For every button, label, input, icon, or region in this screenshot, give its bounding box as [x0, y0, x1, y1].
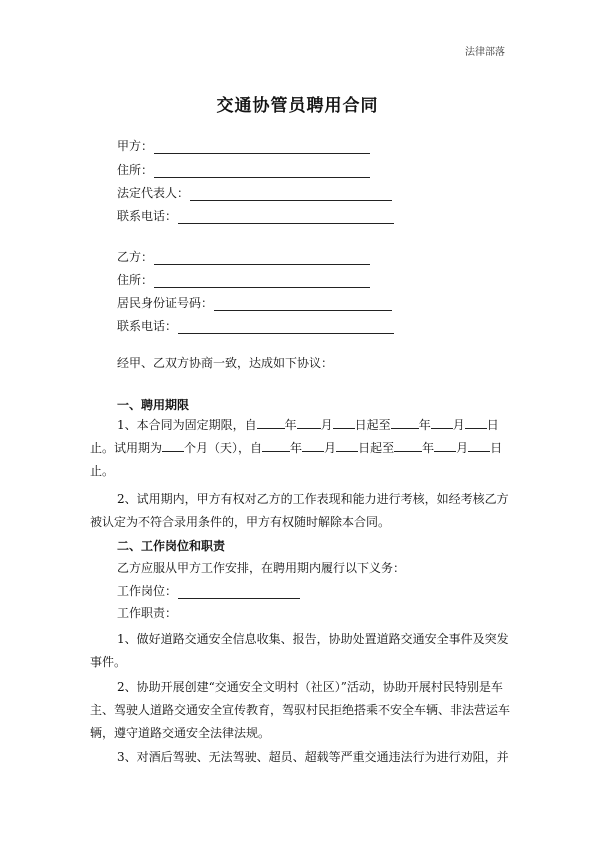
clause-1-text-b: 年	[284, 418, 297, 432]
party-b-id-field	[117, 295, 392, 311]
duty-2-line-3: 辆，遵守道路交通安全法律法规。	[90, 726, 271, 740]
party-a-address-label: 住所：	[117, 163, 154, 177]
party-a-phone-label: 联系电话：	[117, 209, 178, 223]
clause-1-line-2-text-d: 月	[324, 441, 337, 455]
party-a-rep-field	[117, 185, 392, 201]
clause-1-line-2-text-f: 年	[422, 441, 435, 455]
clause-1-line-2-text-g: 月	[456, 441, 469, 455]
party-b-address-field	[117, 272, 370, 288]
party-a-rep-label: 法定代表人：	[117, 186, 190, 200]
party-a-address-blank[interactable]	[154, 165, 370, 178]
clause-1-text-g: 日	[486, 418, 499, 432]
duty-2-line-1: 2、协助开展创建“交通安全文明村（社区）”活动，协助开展村民特别是车	[117, 680, 503, 694]
party-a-name-field	[117, 138, 370, 154]
party-b-id-blank[interactable]	[214, 298, 392, 311]
party-b-phone-field	[117, 318, 394, 334]
duty-3-line-1: 3、对酒后驾驶、无法驾驶、超员、超载等严重交通违法行为进行劝阻，并	[117, 750, 509, 764]
end-day-blank[interactable]	[465, 416, 487, 429]
party-b-address-label: 住所：	[117, 273, 154, 287]
section-1-heading: 一、聘用期限	[117, 398, 190, 412]
clause-1-line-2-text-h: 日	[490, 441, 503, 455]
party-a-name-blank[interactable]	[154, 141, 370, 154]
clause-1-text-d: 日起至	[354, 418, 391, 432]
clause-2-line-2: 被认定为不符合录用条件的，甲方有权随时解除本合同。	[90, 515, 391, 529]
start-month-blank[interactable]	[297, 416, 321, 429]
start-day-blank[interactable]	[333, 416, 355, 429]
party-a-rep-blank[interactable]	[190, 188, 392, 201]
party-a-name-label: 甲方：	[117, 139, 154, 153]
party-b-phone-blank[interactable]	[178, 321, 394, 334]
post-field	[117, 583, 300, 599]
clause-1-text-e: 年	[418, 418, 431, 432]
clause-1-line-3: 止。	[90, 464, 115, 478]
section-2-intro: 乙方应服从甲方工作安排，在聘用期内履行以下义务：	[117, 561, 406, 575]
document-title: 交通协管员聘用合同	[216, 96, 379, 116]
party-a-phone-field	[117, 208, 394, 224]
probation-end-day-blank[interactable]	[468, 439, 490, 452]
duty-label: 工作职责：	[117, 606, 178, 620]
probation-end-month-blank[interactable]	[434, 439, 456, 452]
clause-1-line-2-text-e: 日起至	[358, 441, 395, 455]
end-month-blank[interactable]	[431, 416, 453, 429]
party-b-address-blank[interactable]	[154, 275, 370, 288]
probation-length-blank[interactable]	[162, 439, 184, 452]
probation-end-year-blank[interactable]	[394, 439, 422, 452]
duty-1-line-2: 事件。	[90, 655, 127, 669]
post-blank[interactable]	[178, 586, 300, 599]
clause-1-line-2-text-c: 年	[290, 441, 303, 455]
party-a-phone-blank[interactable]	[178, 211, 394, 224]
header-tag: 法律部落	[465, 47, 505, 58]
party-b-phone-label: 联系电话：	[117, 319, 178, 333]
party-a-address-field	[117, 162, 370, 178]
section-2-heading: 二、工作岗位和职责	[117, 539, 226, 553]
probation-start-day-blank[interactable]	[336, 439, 358, 452]
party-b-name-blank[interactable]	[154, 252, 370, 265]
party-b-id-label: 居民身份证号码：	[117, 296, 214, 310]
clause-1-text-f: 月	[452, 418, 465, 432]
start-year-blank[interactable]	[257, 416, 285, 429]
clause-1-line-2-text-a: 止。试用期为	[90, 441, 163, 455]
clause-2-line-1: 2、试用期内，甲方有权对乙方的工作表现和能力进行考核，如经考核乙方	[117, 492, 509, 506]
clause-1-line-2	[90, 437, 516, 460]
end-year-blank[interactable]	[391, 416, 419, 429]
probation-start-year-blank[interactable]	[262, 439, 290, 452]
duty-1-line-1: 1、做好道路交通安全信息收集、报告，协助处置道路交通安全事件及突发	[117, 632, 509, 646]
intro-text: 经甲、乙双方协商一致，达成如下协议：	[117, 356, 334, 370]
clause-1-line-1	[117, 414, 543, 437]
post-label: 工作岗位：	[117, 584, 178, 598]
duty-2-line-2: 主、驾驶人道路交通安全宣传教育，驾驭村民拒绝搭乘不安全车辆、非法营运车	[90, 703, 511, 717]
clause-1-text-c: 月	[320, 418, 333, 432]
clause-1-text-a: 1、本合同为固定期限，自	[117, 418, 257, 432]
party-b-name-label: 乙方：	[117, 250, 154, 264]
probation-start-month-blank[interactable]	[302, 439, 324, 452]
party-b-name-field	[117, 249, 370, 265]
clause-1-line-2-text-b: 个月（天），自	[184, 441, 263, 455]
